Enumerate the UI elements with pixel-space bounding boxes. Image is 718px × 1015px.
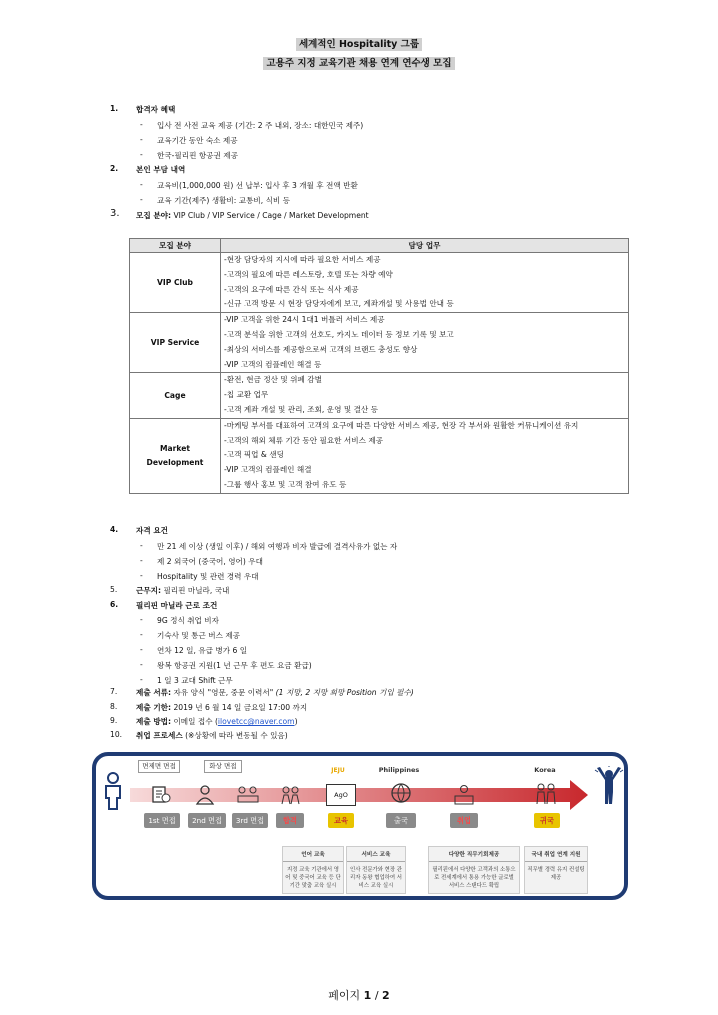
group-pass-icon — [280, 784, 302, 806]
celebrating-person-icon — [594, 766, 624, 806]
list-item: - 제 2 외국어 (중국어, 영어) 우대 — [140, 556, 263, 566]
label-video-interview: 화상 면접 — [204, 760, 242, 773]
duty-line: -고객 계좌 개설 및 관리, 조회, 운영 및 결산 등 — [224, 404, 378, 414]
table-row — [130, 313, 629, 373]
duty-line: -그룹 행사 홍보 및 고객 참여 유도 등 — [224, 479, 347, 489]
duty-line: -마케팅 부서를 대표하여 고객의 요구에 따른 다양한 서비스 제공, 현장 각 부서와 원활한 커뮤니케이션 유지 — [224, 420, 579, 430]
step-training: 교육 — [328, 813, 354, 828]
panel-interview-icon — [236, 784, 260, 806]
role-category: VIP Service — [130, 313, 221, 373]
list-item: - 왕복 항공권 지원(1 년 근무 후 편도 요금 환급) — [140, 660, 312, 670]
duty-line: -VIP 고객을 위한 24시 1대1 버틀러 서비스 제공 — [224, 315, 385, 325]
document-title: 세계적인 Hospitality 그룹 — [0, 36, 718, 50]
region-jeju: JEJU — [331, 767, 345, 774]
section-5-heading: 5. 근무지: 필리핀 마닐라, 국내 — [110, 585, 230, 595]
duty-line: -고객의 필요에 따른 레스토랑, 호텔 또는 차량 예약 — [224, 269, 393, 279]
section-2-heading: 2. 본인 부담 내역 — [110, 164, 186, 174]
table-header-category: 모집 분야 — [130, 239, 221, 253]
step-departure: 출국 — [386, 813, 416, 828]
info-domestic-job-support: 국내 취업 연계 지원 직무별 경력 유지 컨설팅 제공 — [524, 846, 588, 894]
list-item: - 1 일 3 교대 Shift 근무 — [140, 675, 233, 685]
duty-line: -최상의 서비스를 제공함으로써 고객의 브랜드 충성도 향상 — [224, 344, 418, 354]
page-number: 페이지 1 / 2 — [328, 989, 390, 1002]
section-4-heading: 4. 자격 요건 — [110, 525, 168, 535]
duty-line: -고객 분석을 위한 고객의 선호도, 카지노 데이터 등 정보 기록 및 보고 — [224, 329, 454, 339]
duty-line: -환전, 현금 정산 및 위폐 감별 — [224, 375, 322, 385]
list-item: - 교육기간 동안 숙소 제공 — [140, 135, 238, 145]
section-7-heading: 7. 제출 서류: 자유 양식 "영문, 중문 이력서" (1 지망, 2 지망 희망 Position 기입 필수) — [110, 687, 414, 697]
info-language-training: 언어 교육 지정 교육 기관에서 영어 및 중국어 교육 등 단기간 맞춤 교육 실시 — [282, 846, 344, 894]
employment-process-diagram — [92, 752, 628, 900]
duty-line: -고객 픽업 & 샌딩 — [224, 450, 284, 460]
role-duties — [221, 313, 629, 373]
table-header-duty: 담당 업무 — [221, 239, 629, 253]
list-item: - 입사 전 사전 교육 제공 (기간: 2 주 내외, 장소: 대한민국 제주) — [140, 120, 364, 130]
table-header-row — [130, 239, 629, 253]
section-9-heading: 9. 제출 방법: 이메일 접수 (ilovetcc@naver.com) — [110, 716, 298, 726]
list-item: - 만 21 세 이상 (생일 이후) / 해외 여행과 비자 발급에 결격사유가 없는 자 — [140, 541, 398, 551]
step-pass: 합격 — [276, 813, 304, 828]
table-row — [130, 373, 629, 418]
document-interview-icon — [150, 784, 172, 806]
list-item: - Hospitality 및 관련 경력 우대 — [140, 571, 259, 581]
info-service-training: 서비스 교육 인사 전문가와 현장 관리자 동왕 협업하여 서비스 교육 실시 — [346, 846, 406, 894]
region-philippines: Philippines — [378, 766, 420, 774]
email-link[interactable]: ilovetcc@naver.com — [217, 717, 295, 726]
table-row — [130, 253, 629, 313]
role-category: VIP Club — [130, 253, 221, 313]
list-item: - 9G 정식 취업 비자 — [140, 615, 219, 625]
duty-line: -현장 담당자의 지시에 따라 필요한 서비스 제공 — [224, 255, 381, 264]
section-1-heading: 1. 합격자 혜택 — [110, 104, 176, 114]
role-category: Cage — [130, 373, 221, 418]
employee-at-work-icon — [452, 784, 476, 806]
step-employment: 취업 — [450, 813, 478, 828]
list-item: - 교육비(1,000,000 원) 선 납부: 입사 후 3 개월 후 전액 반환 — [140, 180, 358, 190]
list-item: - 기숙사 및 통근 버스 제공 — [140, 630, 241, 640]
step-3rd-interview: 3rd 면접 — [232, 813, 268, 828]
duty-line: -신규 고객 방문 시 현장 담당자에게 보고, 계좌개설 및 사용법 안내 등 — [224, 299, 454, 309]
duty-line: -고객의 해외 체류 기간 동안 필요한 서비스 제공 — [224, 435, 384, 445]
family-icon — [534, 782, 558, 806]
duty-line: -VIP 고객의 컴플레인 해결 — [224, 465, 312, 475]
document-subtitle: 고용주 지정 교육기관 채용 연계 연수생 모집 — [0, 55, 718, 69]
list-item: - 연차 12 일, 유급 병가 6 일 — [140, 645, 248, 655]
section-6-heading: 6. 필리핀 마닐라 근로 조건 — [110, 600, 218, 610]
globe-icon — [390, 782, 412, 806]
role-duties — [221, 418, 629, 493]
role-duties — [221, 253, 629, 313]
label-in-person-interview: 면제면 면접 — [138, 760, 180, 773]
role-duties — [221, 373, 629, 418]
list-item: - 한국-필리핀 항공권 제공 — [140, 150, 238, 160]
section-3-heading: 3. 모집 분야: VIP Club / VIP Service / Cage / Market Development — [110, 208, 369, 220]
job-seeker-icon — [102, 772, 124, 810]
classroom-board-icon: AgO — [326, 784, 356, 806]
roles-table — [129, 238, 629, 494]
step-return: 귀국 — [534, 813, 560, 828]
role-category: Market Development — [130, 418, 221, 493]
step-2nd-interview: 2nd 면접 — [188, 813, 226, 828]
step-1st-interview: 1st 면접 — [144, 813, 180, 828]
section-8-heading: 8. 제출 기한: 2019 년 6 월 14 일 금요일 17:00 까지 — [110, 702, 308, 712]
list-item: - 교육 기간(제주) 생활비: 교통비, 식비 등 — [140, 195, 290, 205]
region-korea: Korea — [534, 766, 556, 774]
table-row — [130, 418, 629, 493]
info-diverse-job-opportunities: 다양한 직무기회제공 필리핀에서 다양한 고객과의 소통으로 전세계에서 통용 가능한 글로벌 서비스 스탠다드 확립 — [428, 846, 520, 894]
duty-line: -고객의 요구에 따른 간식 또는 식사 제공 — [224, 284, 359, 294]
duty-line: -칩 교환 업무 — [224, 390, 269, 400]
interviewer-icon — [194, 784, 216, 806]
duty-line: -VIP 고객의 컴플레인 해결 등 — [224, 359, 322, 369]
section-10-heading: 10. 취업 프로세스 (※상황에 따라 변동될 수 있음) — [110, 730, 288, 740]
